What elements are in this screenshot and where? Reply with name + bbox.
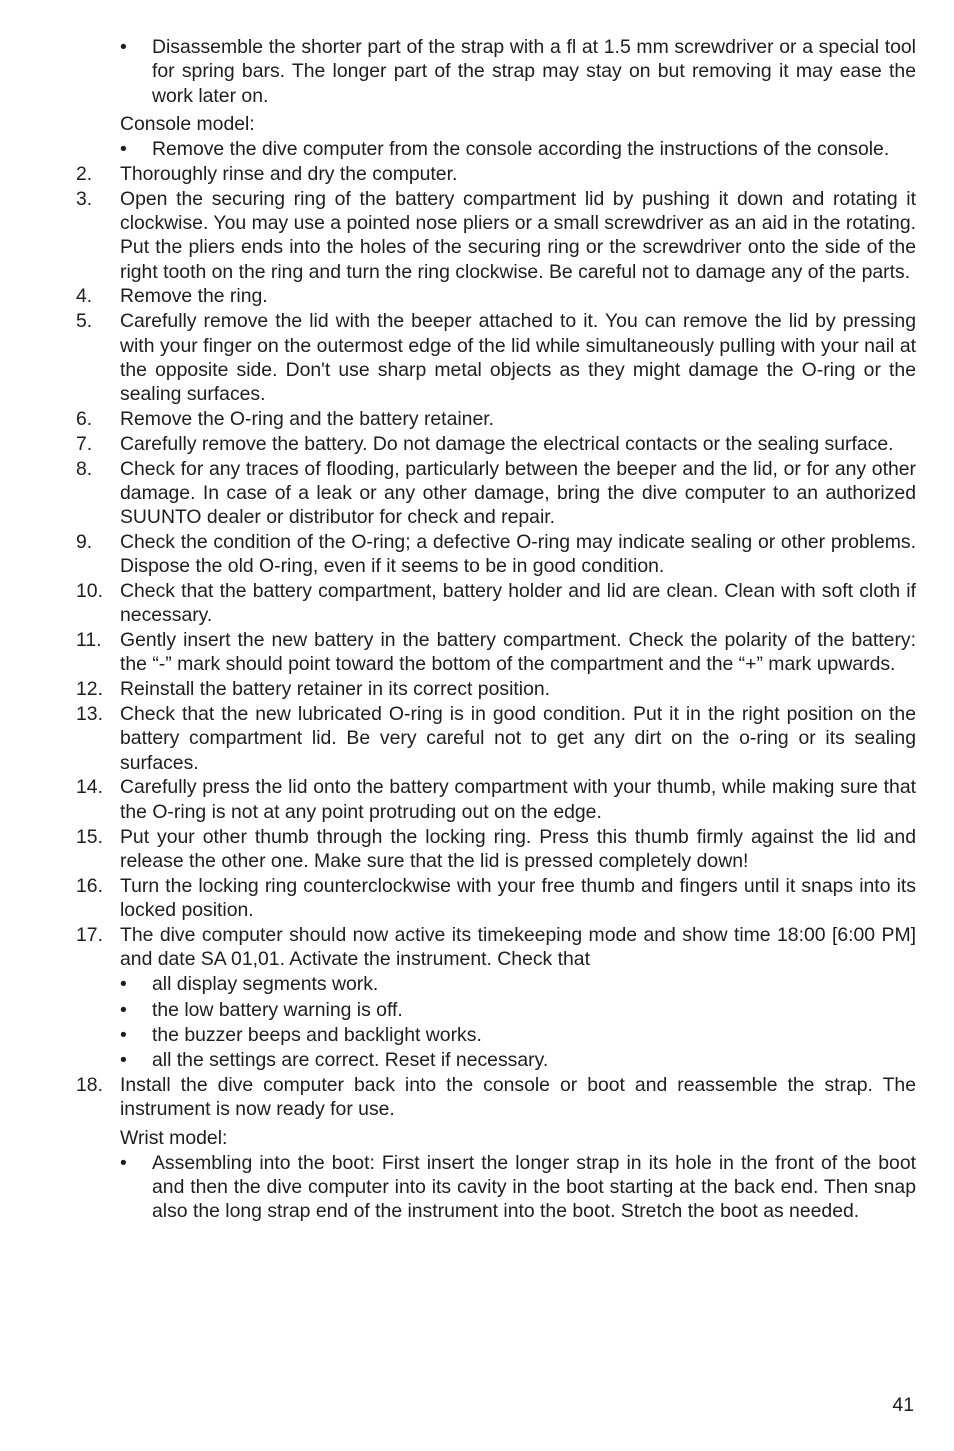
step-item (76, 284, 916, 308)
step-number: 9. (76, 530, 93, 553)
console-bullet-list (120, 137, 916, 161)
page-number: 41 (892, 1394, 914, 1416)
step-item (76, 1073, 916, 1224)
step-item (76, 775, 916, 824)
step-text: Check that the new lubricated O-ring is in good condition. Put it in the right position on the battery compartment lid. Be very careful not to get any dirt on the o-ring or its sealing surfaces. (120, 703, 916, 774)
step-number: 15. (76, 825, 103, 848)
step-number: 2. (76, 162, 93, 185)
step-number: 18. (76, 1073, 103, 1096)
intro-bullet-list (120, 35, 916, 108)
step-item (76, 187, 916, 284)
bullet-marker: • (120, 998, 127, 1021)
bullet-text: the buzzer beeps and backlight works. (152, 1023, 482, 1046)
step-item (76, 432, 916, 456)
step-text: Put your other thumb through the locking ring. Press this thumb firmly against the lid and release the other one. Make sure that the lid is pressed completely down! (120, 825, 916, 872)
step-text: Carefully remove the lid with the beeper attached to it. You can remove the lid by pressing with your finger on the outermost edge of the lid while simultaneously pulling with your nail at the opposite side. Don't use sharp metal objects as they might damage the O-ring or the sealing surfaces. (120, 310, 916, 406)
step-item (76, 628, 916, 677)
list-item (120, 972, 916, 996)
step-text: Remove the O-ring and the battery retainer. (120, 407, 495, 430)
step-text: Gently insert the new battery in the battery compartment. Check the polarity of the battery: the “-” mark should point toward the bottom of the compartment and the “+” mark upwards. (120, 629, 916, 676)
list-item (120, 998, 916, 1022)
bullet-marker: • (120, 138, 127, 161)
step-number: 4. (76, 285, 93, 308)
list-item (120, 137, 916, 161)
step-number: 14. (76, 776, 103, 799)
step-text: Carefully remove the battery. Do not damage the electrical contacts or the sealing surface. (120, 432, 894, 455)
bullet-marker: • (120, 1151, 127, 1174)
bullet-marker: • (120, 1049, 127, 1072)
step-text: Check that the battery compartment, battery holder and lid are clean. Clean with soft cloth if necessary. (120, 580, 916, 627)
step-item (76, 874, 916, 923)
step-item (76, 579, 916, 628)
step-number: 3. (76, 187, 93, 210)
step-item (76, 702, 916, 775)
step-bullet-list (120, 1151, 916, 1224)
step-bullet-list (120, 972, 916, 1072)
step-text: Thoroughly rinse and dry the computer. (120, 162, 458, 185)
step-item (76, 162, 916, 186)
step-text: Check the condition of the O-ring; a defective O-ring may indicate sealing or other problems. Dispose the old O-ring, even if it seems to be in good condition. (120, 530, 916, 578)
step-text: Remove the ring. (120, 285, 268, 308)
step-text: Install the dive computer back into the console or boot and reassemble the strap. The instrument is now ready for use. (120, 1073, 916, 1121)
bullet-text: Assembling into the boot: First insert the longer strap in its hole in the front of the boot and then the dive computer into its cavity in the boot starting at the back end. Then snap also the long strap end of the instrument into the boot. Stretch the boot as needed. (152, 1151, 916, 1223)
bullet-text: all the settings are correct. Reset if necessary. (152, 1049, 549, 1072)
step-number: 13. (76, 703, 103, 726)
document-body (76, 34, 916, 1224)
step-item (76, 457, 916, 530)
step-number: 6. (76, 407, 93, 430)
bullet-text: the low battery warning is off. (152, 998, 403, 1021)
list-item (120, 1048, 916, 1072)
list-item (120, 1023, 916, 1047)
step-item (76, 677, 916, 701)
bullet-marker: • (120, 1023, 127, 1046)
step-text: Turn the locking ring counterclockwise with your free thumb and fingers until it snaps into its locked position. (120, 874, 916, 921)
bullet-marker: • (120, 36, 127, 58)
step-item (76, 530, 916, 579)
list-item (120, 35, 916, 108)
step-number: 12. (76, 678, 103, 701)
bullet-text: Disassemble the shorter part of the strap with a ﬂ at 1.5 mm screwdriver or a special tool for spring bars. The longer part of the strap may stay on but removing it may ease the work later on. (152, 36, 916, 107)
step-item (76, 407, 916, 431)
step-text: The dive computer should now active its timekeeping mode and show time 18:00 [6:00 PM] and date SA 01,01. Activate the instrument. Check that (120, 923, 916, 970)
step-text: Check for any traces of flooding, particularly between the beeper and the lid, or for any other damage. In case of a leak or any other damage, bring the dive computer to an authorized SUUNTO dealer or distributor for check and repair. (120, 457, 916, 529)
step-item (76, 309, 916, 406)
wrist-model-label: Wrist model: (120, 1126, 228, 1149)
step-text: Reinstall the battery retainer in its correct position. (120, 678, 551, 701)
step-number: 5. (76, 310, 93, 333)
step-number: 11. (76, 629, 102, 652)
step-number: 7. (76, 432, 93, 455)
step-item (76, 923, 916, 1073)
bullet-marker: • (120, 973, 127, 996)
bullet-text: all display segments work. (152, 973, 379, 996)
bullet-text: Remove the dive computer from the console according the instructions of the console. (152, 138, 890, 161)
step-number: 10. (76, 580, 103, 603)
list-item (120, 1151, 916, 1224)
step-number: 17. (76, 923, 103, 946)
step-number: 8. (76, 457, 93, 480)
step-item (76, 825, 916, 874)
step-text: Carefully press the lid onto the battery compartment with your thumb, while making sure that the O-ring is not at any point protruding out on the edge. (120, 776, 916, 823)
step-text: Open the securing ring of the battery compartment lid by pushing it down and rotating it clockwise. You may use a pointed nose pliers or a small screwdriver as an aid in the rotating. Put the pliers ends into the holes of the securing ring or the screwdriver onto the side of the right tooth on the ring and turn the ring clockwise. Be careful not to damage any of the parts. (120, 187, 916, 283)
step-number: 16. (76, 874, 103, 897)
console-model-label: Console model: (120, 112, 255, 135)
numbered-steps-list (76, 162, 916, 1224)
